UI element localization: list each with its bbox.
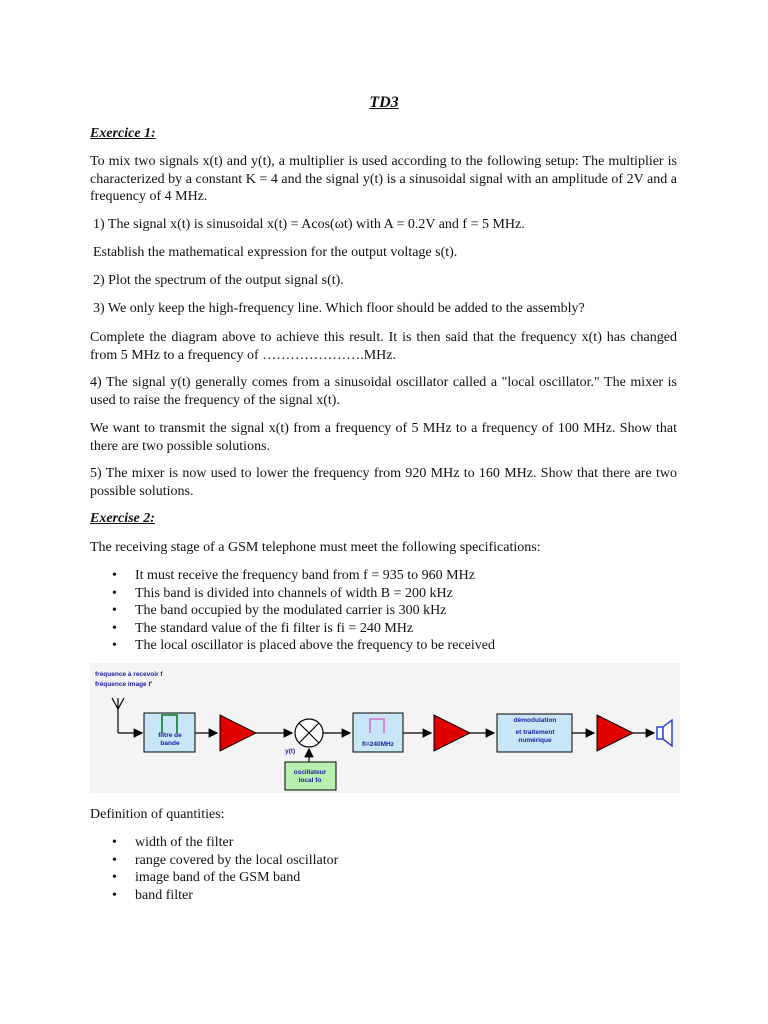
yt-label: y(t) xyxy=(285,748,296,755)
legend-frequency: fréquence à recevoir f xyxy=(95,671,163,678)
list-item: • band filter xyxy=(90,887,338,905)
question-4b: We want to transmit the signal x(t) from a frequency of 5 MHz to a frequency of 100 MHz. Show that there are two possible solutions. xyxy=(90,421,677,454)
exercise1-heading: Exercice 1: xyxy=(90,126,156,141)
definitions-intro: Definition of quantities: xyxy=(90,807,225,822)
question-1: 1) The signal x(t) is sinusoidal x(t) = Acos(ωt) with A = 0.2V and f = 5 MHz. xyxy=(93,217,525,232)
list-item: • The local oscillator is placed above the frequency to be received xyxy=(90,637,495,655)
question-5: 5) The mixer is now used to lower the frequency from 920 MHz to 160 MHz. Show that there are two possible solutions. xyxy=(90,466,677,499)
filter-label: bande xyxy=(160,740,180,747)
exercise2-intro: The receiving stage of a GSM telephone must meet the following specifications: xyxy=(90,540,541,555)
local-oscillator-block xyxy=(285,762,336,790)
demodulation-label: démodulation xyxy=(513,717,557,724)
definitions-list xyxy=(90,834,338,904)
question-3: 3) We only keep the high-frequency line. Which floor should be added to the assembly? xyxy=(93,301,585,316)
list-item: • image band of the GSM band xyxy=(90,869,338,887)
oscillator-label: local fo xyxy=(298,777,322,784)
demodulation-label: et traitement xyxy=(515,729,555,736)
filter-label: filtre de xyxy=(158,732,182,739)
list-item: • The band occupied by the modulated carrier is 300 kHz xyxy=(90,602,495,620)
list-item: • This band is divided into channels of width B = 200 kHz xyxy=(90,585,495,603)
page-title: TD3 xyxy=(369,94,399,111)
fi-label: fi=240MHz xyxy=(362,741,394,748)
list-item: • width of the filter xyxy=(90,834,338,852)
exercise2-heading: Exercise 2: xyxy=(90,511,155,526)
list-item: • It must receive the frequency band from f = 935 to 960 MHz xyxy=(90,567,495,585)
list-item: • The standard value of the fi filter is fi = 240 MHz xyxy=(90,620,495,638)
oscillator-label: oscillateur xyxy=(293,769,327,776)
exercise1-intro: To mix two signals x(t) and y(t), a multiplier is used according to the following setup: The multiplier is characterized by a constant K = 4 and the signal y(t) is a sinusoidal signal with an amplitude of 2V and a frequency of 4 MHz. xyxy=(90,154,677,204)
question-1b: Establish the mathematical expression for the output voltage s(t). xyxy=(93,245,458,260)
legend-image-frequency: fréquence image f' xyxy=(95,681,153,688)
demodulation-label: numérique xyxy=(518,737,552,744)
receiver-block-diagram xyxy=(90,663,680,793)
mixer-icon xyxy=(295,719,323,747)
question-4: 4) The signal y(t) generally comes from a sinusoidal oscillator called a "local oscillator." The mixer is used to raise the frequency of the signal x(t). xyxy=(90,375,677,408)
question-3b: Complete the diagram above to achieve this result. It is then said that the frequency x(t) has changed from 5 MHz to a frequency of ………………….MHz. xyxy=(90,330,677,363)
specifications-list xyxy=(90,567,495,655)
question-2: 2) Plot the spectrum of the output signal s(t). xyxy=(93,273,344,288)
list-item: • range covered by the local oscillator xyxy=(90,852,338,870)
